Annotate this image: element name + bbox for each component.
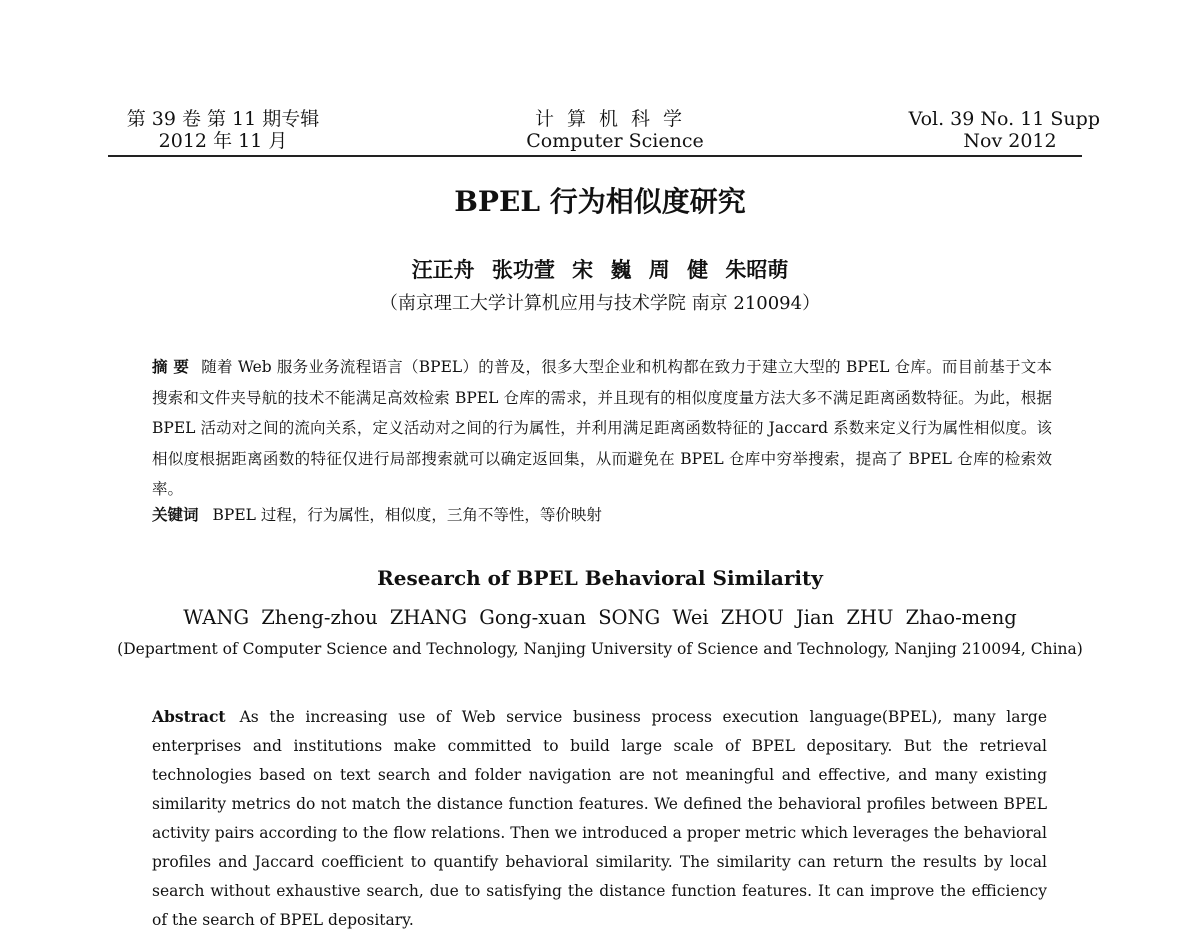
author-list-en: WANG Zheng-zhou ZHANG Gong-xuan SONG Wei ZHOU Jian ZHU Zhao-meng: [183, 606, 1017, 629]
abstract-en-text: As the increasing use of Web service business process execution language(BPEL), many large enterprises and institutions make committed to build large scale of BPEL depositary. But the retrieval technologies based on text search and folder navigation are not meaningful and effective, and many existing similarity metrics do not match the distance function features. We defined the behavioral profiles between BPEL activity pairs according to the flow relations. Then we introduced a proper metric which leverages the behavioral profiles and Jaccard coefficient to quantify behavioral similarity. The similarity can return the results by local search without exhaustive search, due to satisfying the distance function features. It can improve the efficiency of the search of BPEL depositary.: [152, 708, 1047, 929]
author-list: 汪正舟 张功萱 宋 巍 周 健 朱昭萌: [411, 257, 789, 282]
abstract-cn: [152, 352, 1052, 505]
paper-title-en: Research of BPEL Behavioral Similarity: [377, 566, 823, 590]
abstract-en-label: Abstract: [152, 707, 226, 726]
issue-date-cn: 2012 年 11 月: [158, 130, 288, 152]
abstract-cn-text: 随着 Web 服务业务流程语言（BPEL）的普及，很多大型企业和机构都在致力于建立大型的 BPEL 仓库。而目前基于文本搜索和文件夹导航的技术不能满足高效检索 BPEL 仓库的需求，并且现有的相似度度量方法大多不满足距离函数特征。为此，根据 BPEL 活动对之间的流向关系，定义活动对之间的行为属性，并利用满足距离函数特征的 Jaccard 系数来定义行为属性相似度。该相似度根据距离函数的特征仅进行局部搜索就可以确定返回集，从而避免在 BPEL 仓库中穷举搜索，提高了 BPEL 仓库的检索效率。: [152, 358, 1052, 498]
keywords-cn-label: 关键词: [152, 505, 199, 524]
issue-date-en: Nov 2012: [963, 130, 1057, 152]
journal-name-en: Computer Science: [526, 130, 704, 152]
paper-title: BPEL 行为相似度研究: [454, 185, 746, 218]
journal-name-header: [490, 108, 740, 152]
volume-issue: 第 39 卷 第 11 期专辑: [126, 108, 320, 130]
keywords-cn: [152, 500, 1052, 530]
abstract-cn-label: 摘 要: [152, 357, 190, 376]
affiliation-en: (Department of Computer Science and Technology, Nanjing University of Science and Technology, Nanjing 210094, China): [117, 640, 1083, 658]
journal-volume-header: [108, 108, 338, 152]
journal-volume-header-en: [880, 108, 1100, 152]
journal-name-cn: 计算机科学: [534, 108, 695, 130]
keywords-cn-text: BPEL 过程，行为属性，相似度，三角不等性，等价映射: [212, 506, 602, 524]
affiliation: （南京理工大学计算机应用与技术学院 南京 210094）: [379, 293, 821, 314]
header-divider: [108, 155, 1082, 157]
abstract-en: [152, 702, 1047, 935]
volume-issue-en: Vol. 39 No. 11 Supp: [908, 108, 1100, 130]
